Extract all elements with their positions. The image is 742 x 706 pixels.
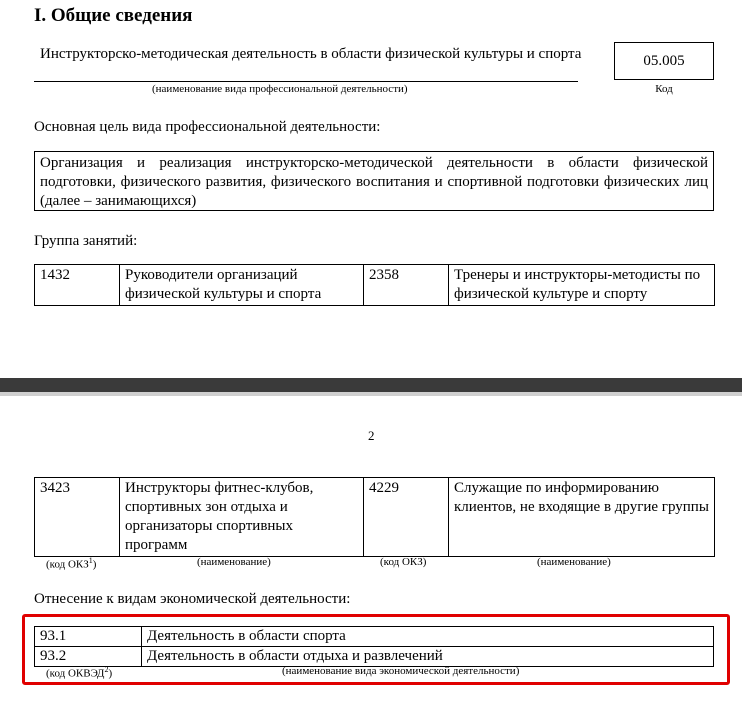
okz-code-caption-1: (код ОКЗ$^1$) [46,556,97,571]
page-number: 2 [368,428,375,443]
activity-code-box: 05.005 [614,42,714,80]
page-separator [0,378,742,392]
groups-table-page1 [34,264,715,306]
groups-heading: Группа занятий: [34,233,138,249]
okved-name-caption: (наименование вида экономической деятельности) [282,665,520,677]
goal-text-box: Организация и реализация инструкторско-методической деятельности в области физической подготовки, физического развития, физического воспитания и спортивной подготовки физических лиц (далее – занимающихся) [34,151,714,211]
okz-code-cell: 4229 [364,478,449,557]
okved-code-cell: 93.1 [35,627,142,647]
code-label: Код [655,83,673,95]
table-row [35,478,715,557]
economic-heading: Отнесение к видам экономической деятельности: [34,591,351,607]
okz-name-caption-2: (наименование) [537,556,611,568]
okz-name-cell: Тренеры и инструкторы-методисты по физической культуре и спорту [449,265,715,306]
okz-code-cell: 3423 [35,478,120,557]
okved-name-cell: Деятельность в области отдыха и развлечений [142,647,714,667]
okz-name-cell: Инструкторы фитнес-клубов, спортивных зон отдыха и организаторы спортивных программ [120,478,364,557]
okz-name-cell: Служащие по информированию клиентов, не входящие в другие группы [449,478,715,557]
okz-name-caption-1: (наименование) [197,556,271,568]
okz-code-caption-2: (код ОКЗ) [380,556,427,568]
okz-name-cell: Руководители организаций физической культуры и спорта [120,265,364,306]
okved-code-cell: 93.2 [35,647,142,667]
okz-code-cell: 1432 [35,265,120,306]
activity-name: Инструкторско-методическая деятельность в области физической культуры и спорта [40,46,582,62]
okz-code-cell: 2358 [364,265,449,306]
highlight-box [22,614,730,685]
okved-code-caption: (код ОКВЭД$^2$) [46,665,113,680]
table-row [35,265,715,306]
groups-table-page2 [34,477,715,557]
activity-caption: (наименование вида профессиональной деятельности) [152,83,408,95]
activity-underline [34,81,578,82]
okved-name-cell: Деятельность в области спорта [142,627,714,647]
page-separator-shadow [0,392,742,396]
section-title: I. Общие сведения [34,5,193,26]
goal-heading: Основная цель вида профессиональной деятельности: [34,119,381,135]
